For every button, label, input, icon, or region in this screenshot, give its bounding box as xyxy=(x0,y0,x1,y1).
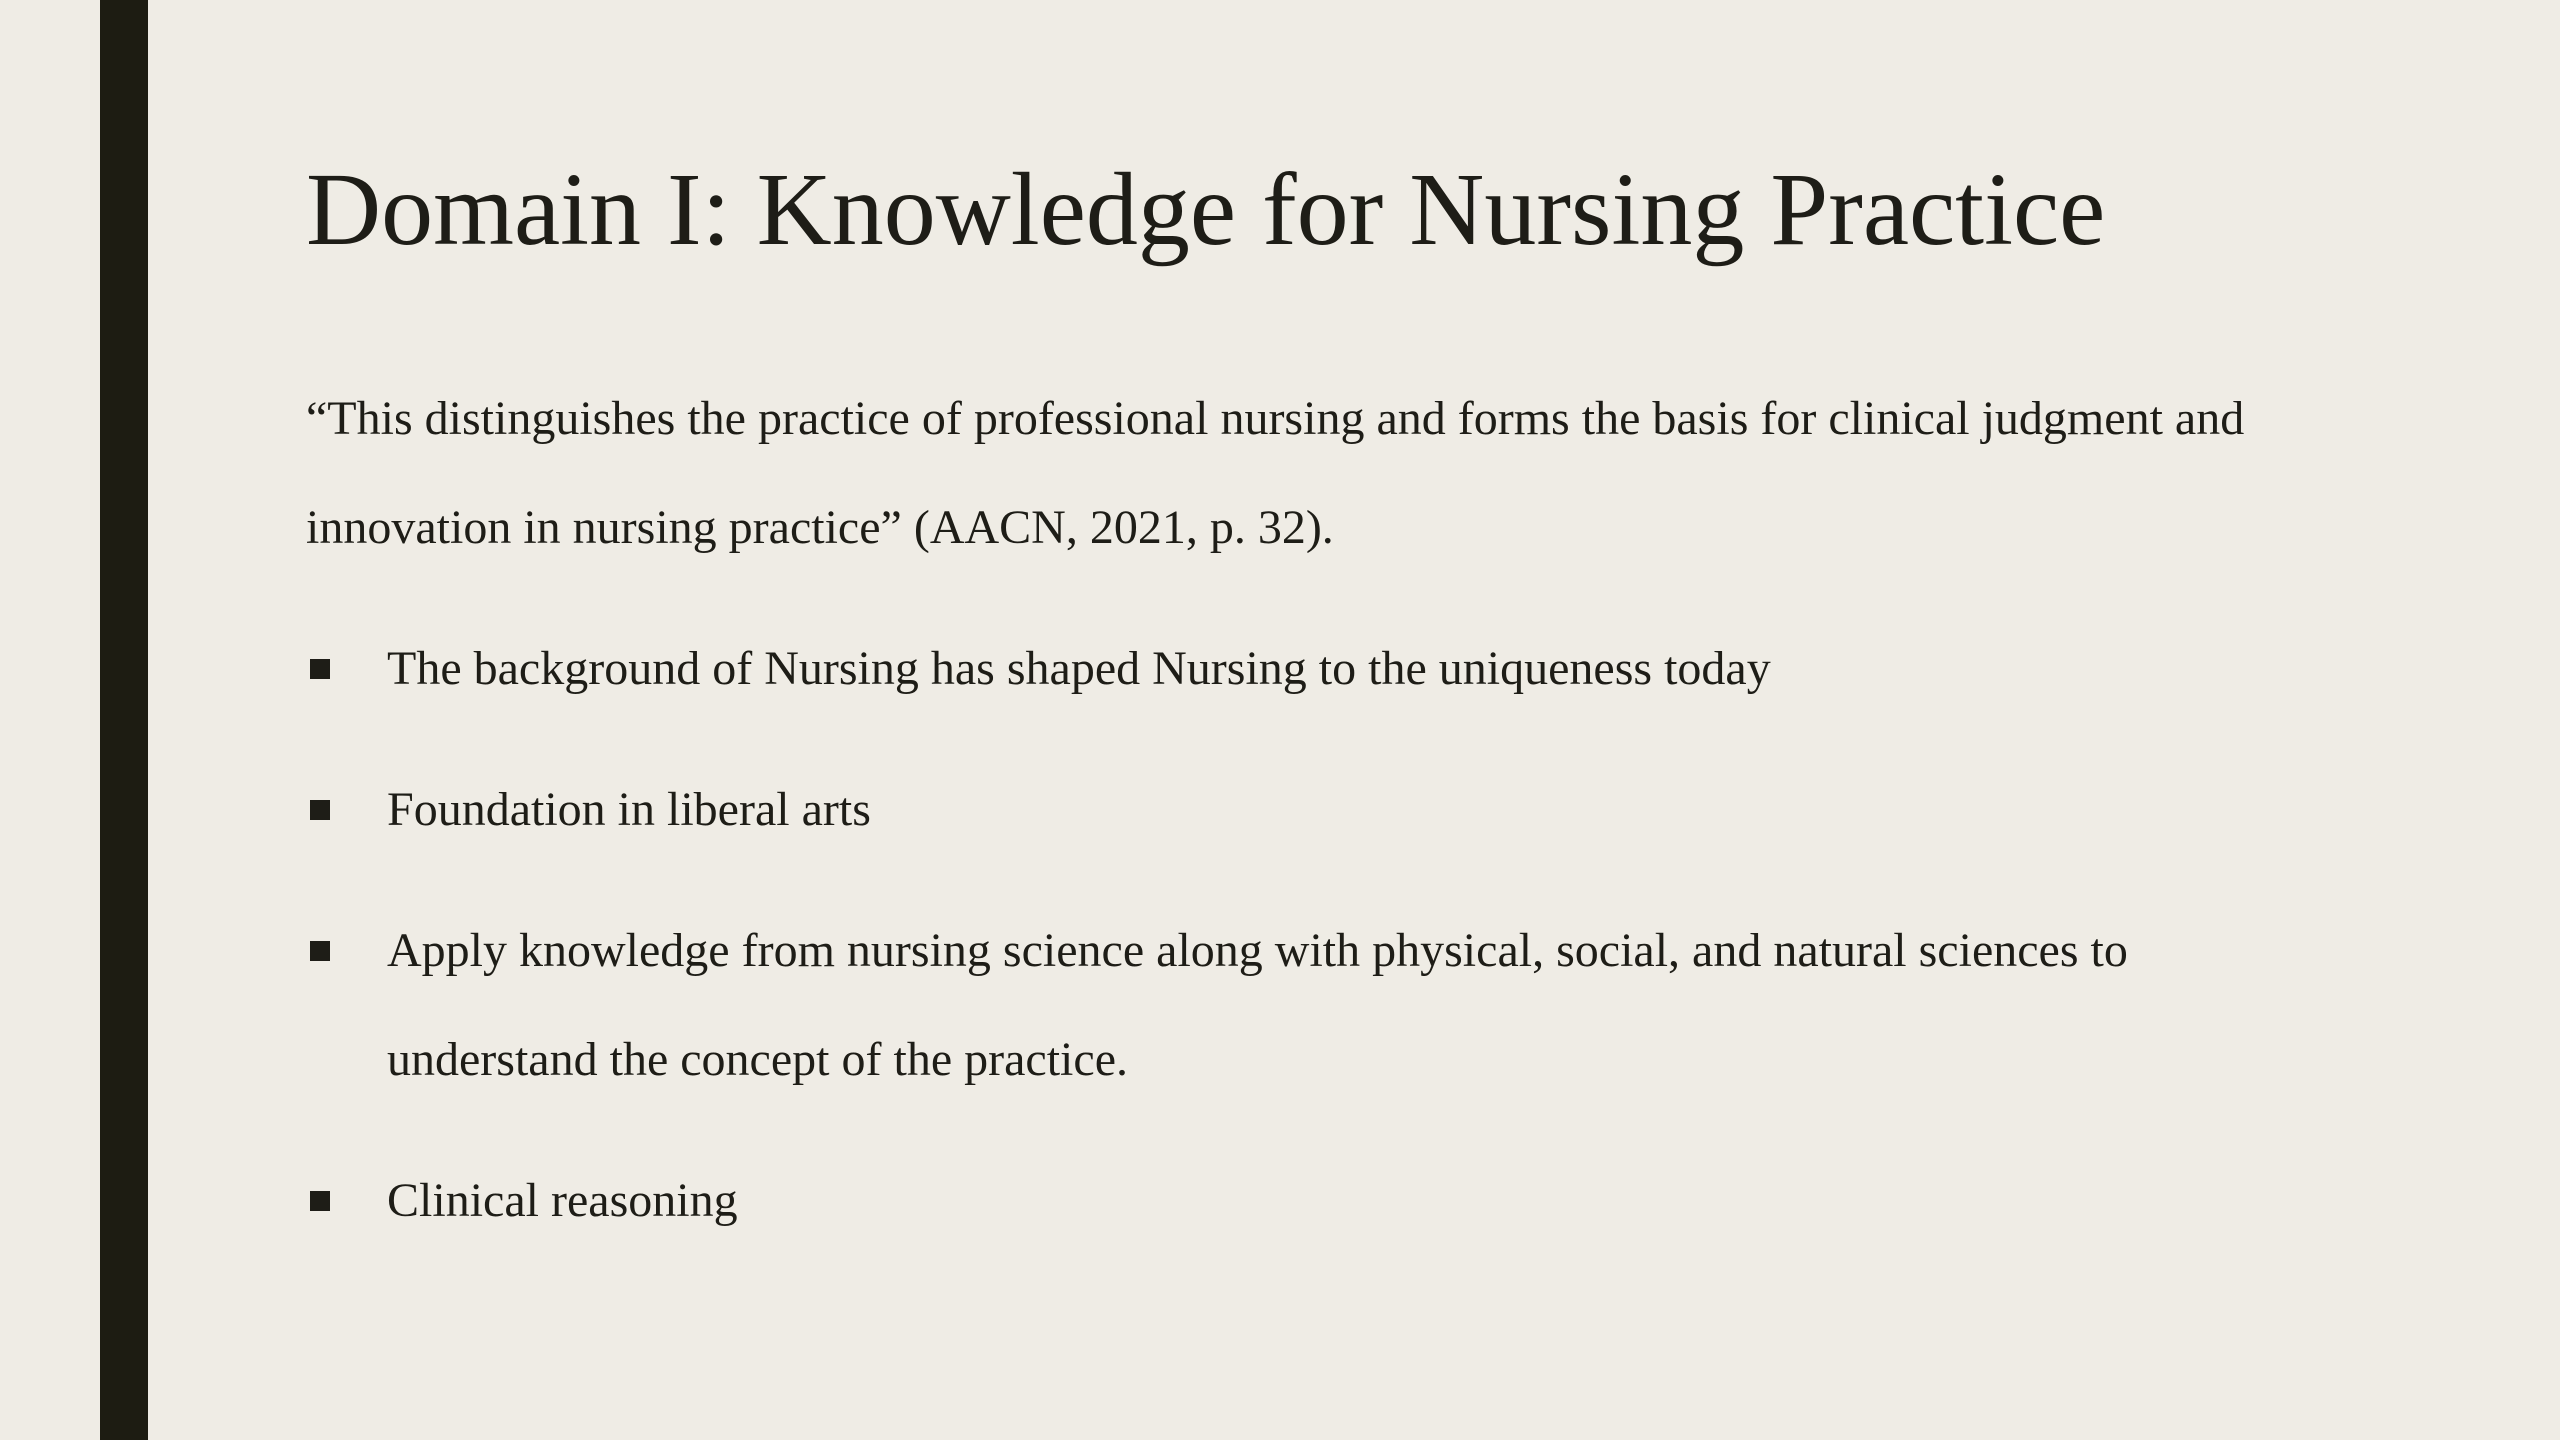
list-item xyxy=(306,614,2307,723)
slide-title: Domain I: Knowledge for Nursing Practice xyxy=(306,152,2106,267)
square-bullet-icon xyxy=(310,941,330,961)
accent-bar xyxy=(100,0,148,1440)
list-item xyxy=(306,1146,2307,1255)
square-bullet-icon xyxy=(310,800,330,820)
bullet-text: Foundation in liberal arts xyxy=(387,783,871,836)
bullet-list xyxy=(306,614,2306,1255)
bullet-text: The background of Nursing has shaped Nursing to the uniqueness today xyxy=(387,642,1771,695)
intro-quote: “This distinguishes the practice of professional nursing and forms the basis for clinical judgment and innovation in nursing practice” (AACN, 2021, p. 32). xyxy=(306,392,2245,554)
bullet-text: Clinical reasoning xyxy=(387,1174,738,1227)
bullet-text: Apply knowledge from nursing science along with physical, social, and natural sciences to understand the concept of the practice. xyxy=(387,924,2128,1086)
square-bullet-icon xyxy=(310,659,330,679)
list-item xyxy=(306,896,2307,1114)
square-bullet-icon xyxy=(310,1191,330,1211)
list-item xyxy=(306,755,2307,864)
slide-content xyxy=(306,364,2306,1287)
